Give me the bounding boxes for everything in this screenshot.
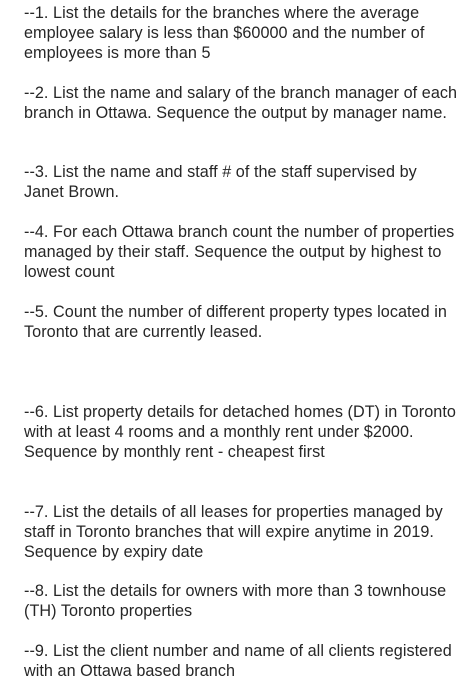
question-8: --8. List the details for owners with more than 3 townhouse (TH) Toronto properties <box>24 582 447 620</box>
question-5: --5. Count the number of different property types located in Toronto that are currently leased. <box>24 303 447 341</box>
question-6: --6. List property details for detached homes (DT) in Toronto with at least 4 rooms and a monthly rent under $2000. Sequence by monthly rent - cheapest first <box>24 403 456 461</box>
question-7: --7. List the details of all leases for properties managed by staff in Toronto branches that will expire anytime in 2019. Sequence by expiry date <box>24 503 443 561</box>
question-1: --1. List the details for the branches where the average employee salary is less than $60000 and the number of employees is more than 5 <box>24 4 425 62</box>
question-2: --2. List the name and salary of the branch manager of each branch in Ottawa. Sequence the output by manager name. <box>24 84 458 122</box>
question-3: --3. List the name and staff # of the staff supervised by Janet Brown. <box>24 163 417 201</box>
question-9: --9. List the client number and name of all clients registered with an Ottawa based branch <box>24 642 452 680</box>
question-4: --4. For each Ottawa branch count the number of properties managed by their staff. Sequence the output by highest to lowest count <box>24 223 455 281</box>
